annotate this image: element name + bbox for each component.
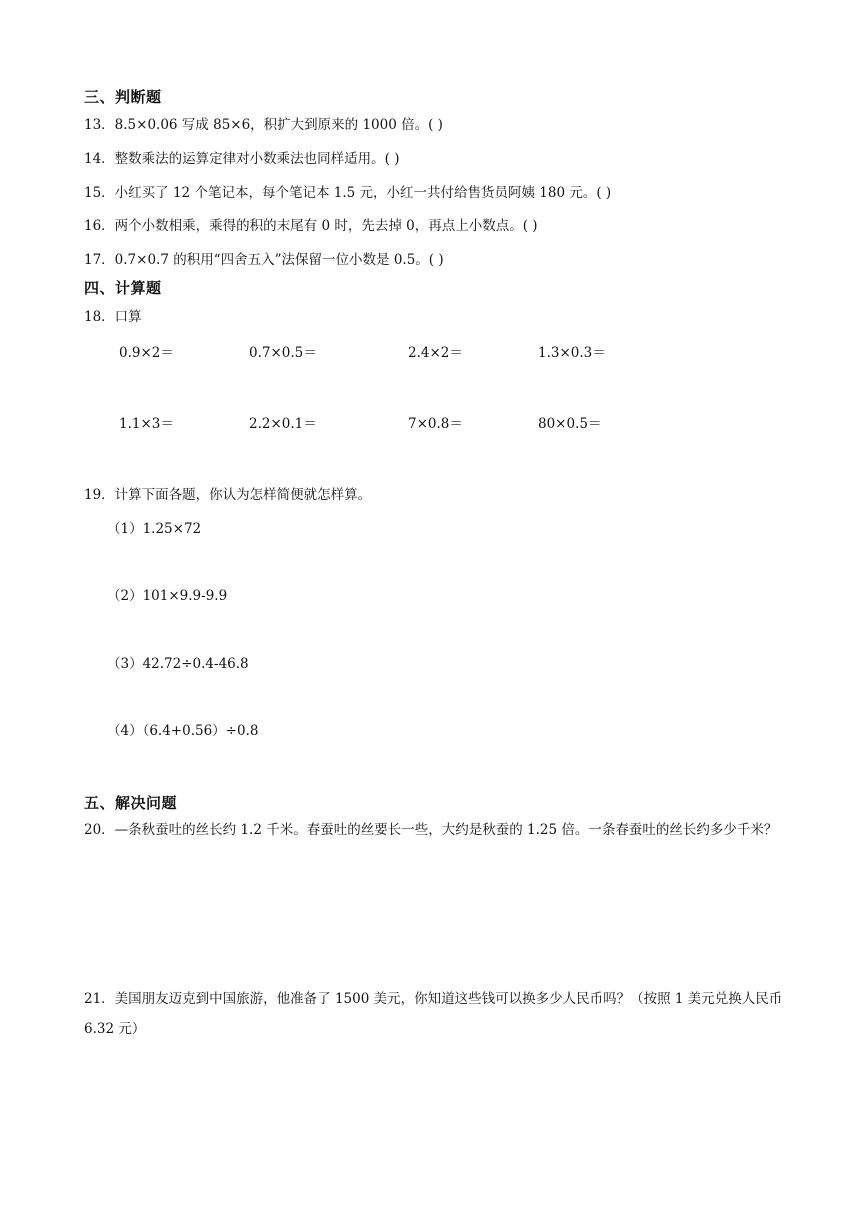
section-4-title: 四、计算题: [84, 279, 162, 297]
oral-calc-item: 0.7×0.5＝: [249, 345, 317, 361]
question-20: 20．—条秋蚕吐的丝长约 1.2 千米。春蚕吐的丝要长一些，大约是秋蚕的 1.25 倍。一条春蚕吐的丝长约多少千米？: [84, 822, 778, 838]
question-14: 14．整数乘法的运算定律对小数乘法也同样适用。( ): [84, 151, 400, 167]
oral-calc-item: 7×0.8＝: [408, 416, 463, 432]
oral-calc-item: 1.3×0.3＝: [538, 345, 606, 361]
question-17: 17．0.7×0.7 的积用“四舍五入”法保留一位小数是 0.5。( ): [84, 252, 444, 268]
question-13: 13．8.5×0.06 写成 85×6，积扩大到原来的 1000 倍。( ): [84, 117, 443, 133]
oral-calc-item: 0.9×2＝: [119, 345, 174, 361]
oral-calc-item: 1.1×3＝: [119, 416, 174, 432]
section-3-title: 三、判断题: [84, 88, 162, 106]
oral-calc-item: 2.2×0.1＝: [249, 416, 317, 432]
question-19-stem: 19．计算下面各题，你认为怎样简便就怎样算。: [84, 487, 372, 503]
question-15: 15．小红买了 12 个笔记本，每个笔记本 1.5 元，小红一共付给售货员阿姨 180 元。( ): [84, 185, 612, 201]
question-19-part-1: （1）1.25×72: [107, 521, 202, 537]
section-5-title: 五、解决问题: [84, 794, 178, 812]
question-21: 21．美国朋友迈克到中国旅游，他准备了 1500 美元，你知道这些钱可以换多少人民币吗？（按照 1 美元兑换人民币 6.32 元）: [84, 991, 783, 1037]
oral-calc-item: 2.4×2＝: [408, 345, 463, 361]
question-19-part-2: （2）101×9.9-9.9: [107, 588, 228, 604]
oral-calc-item: 80×0.5＝: [538, 416, 602, 432]
question-19-part-4: （4）（6.4+0.56）÷0.8: [107, 723, 259, 739]
question-19-part-3: （3）42.72÷0.4-46.8: [107, 656, 249, 672]
question-16: 16．两个小数相乘，乘得的积的末尾有 0 时，先去掉 0，再点上小数点。( ): [84, 218, 538, 234]
question-18-stem: 18．口算: [84, 309, 142, 325]
